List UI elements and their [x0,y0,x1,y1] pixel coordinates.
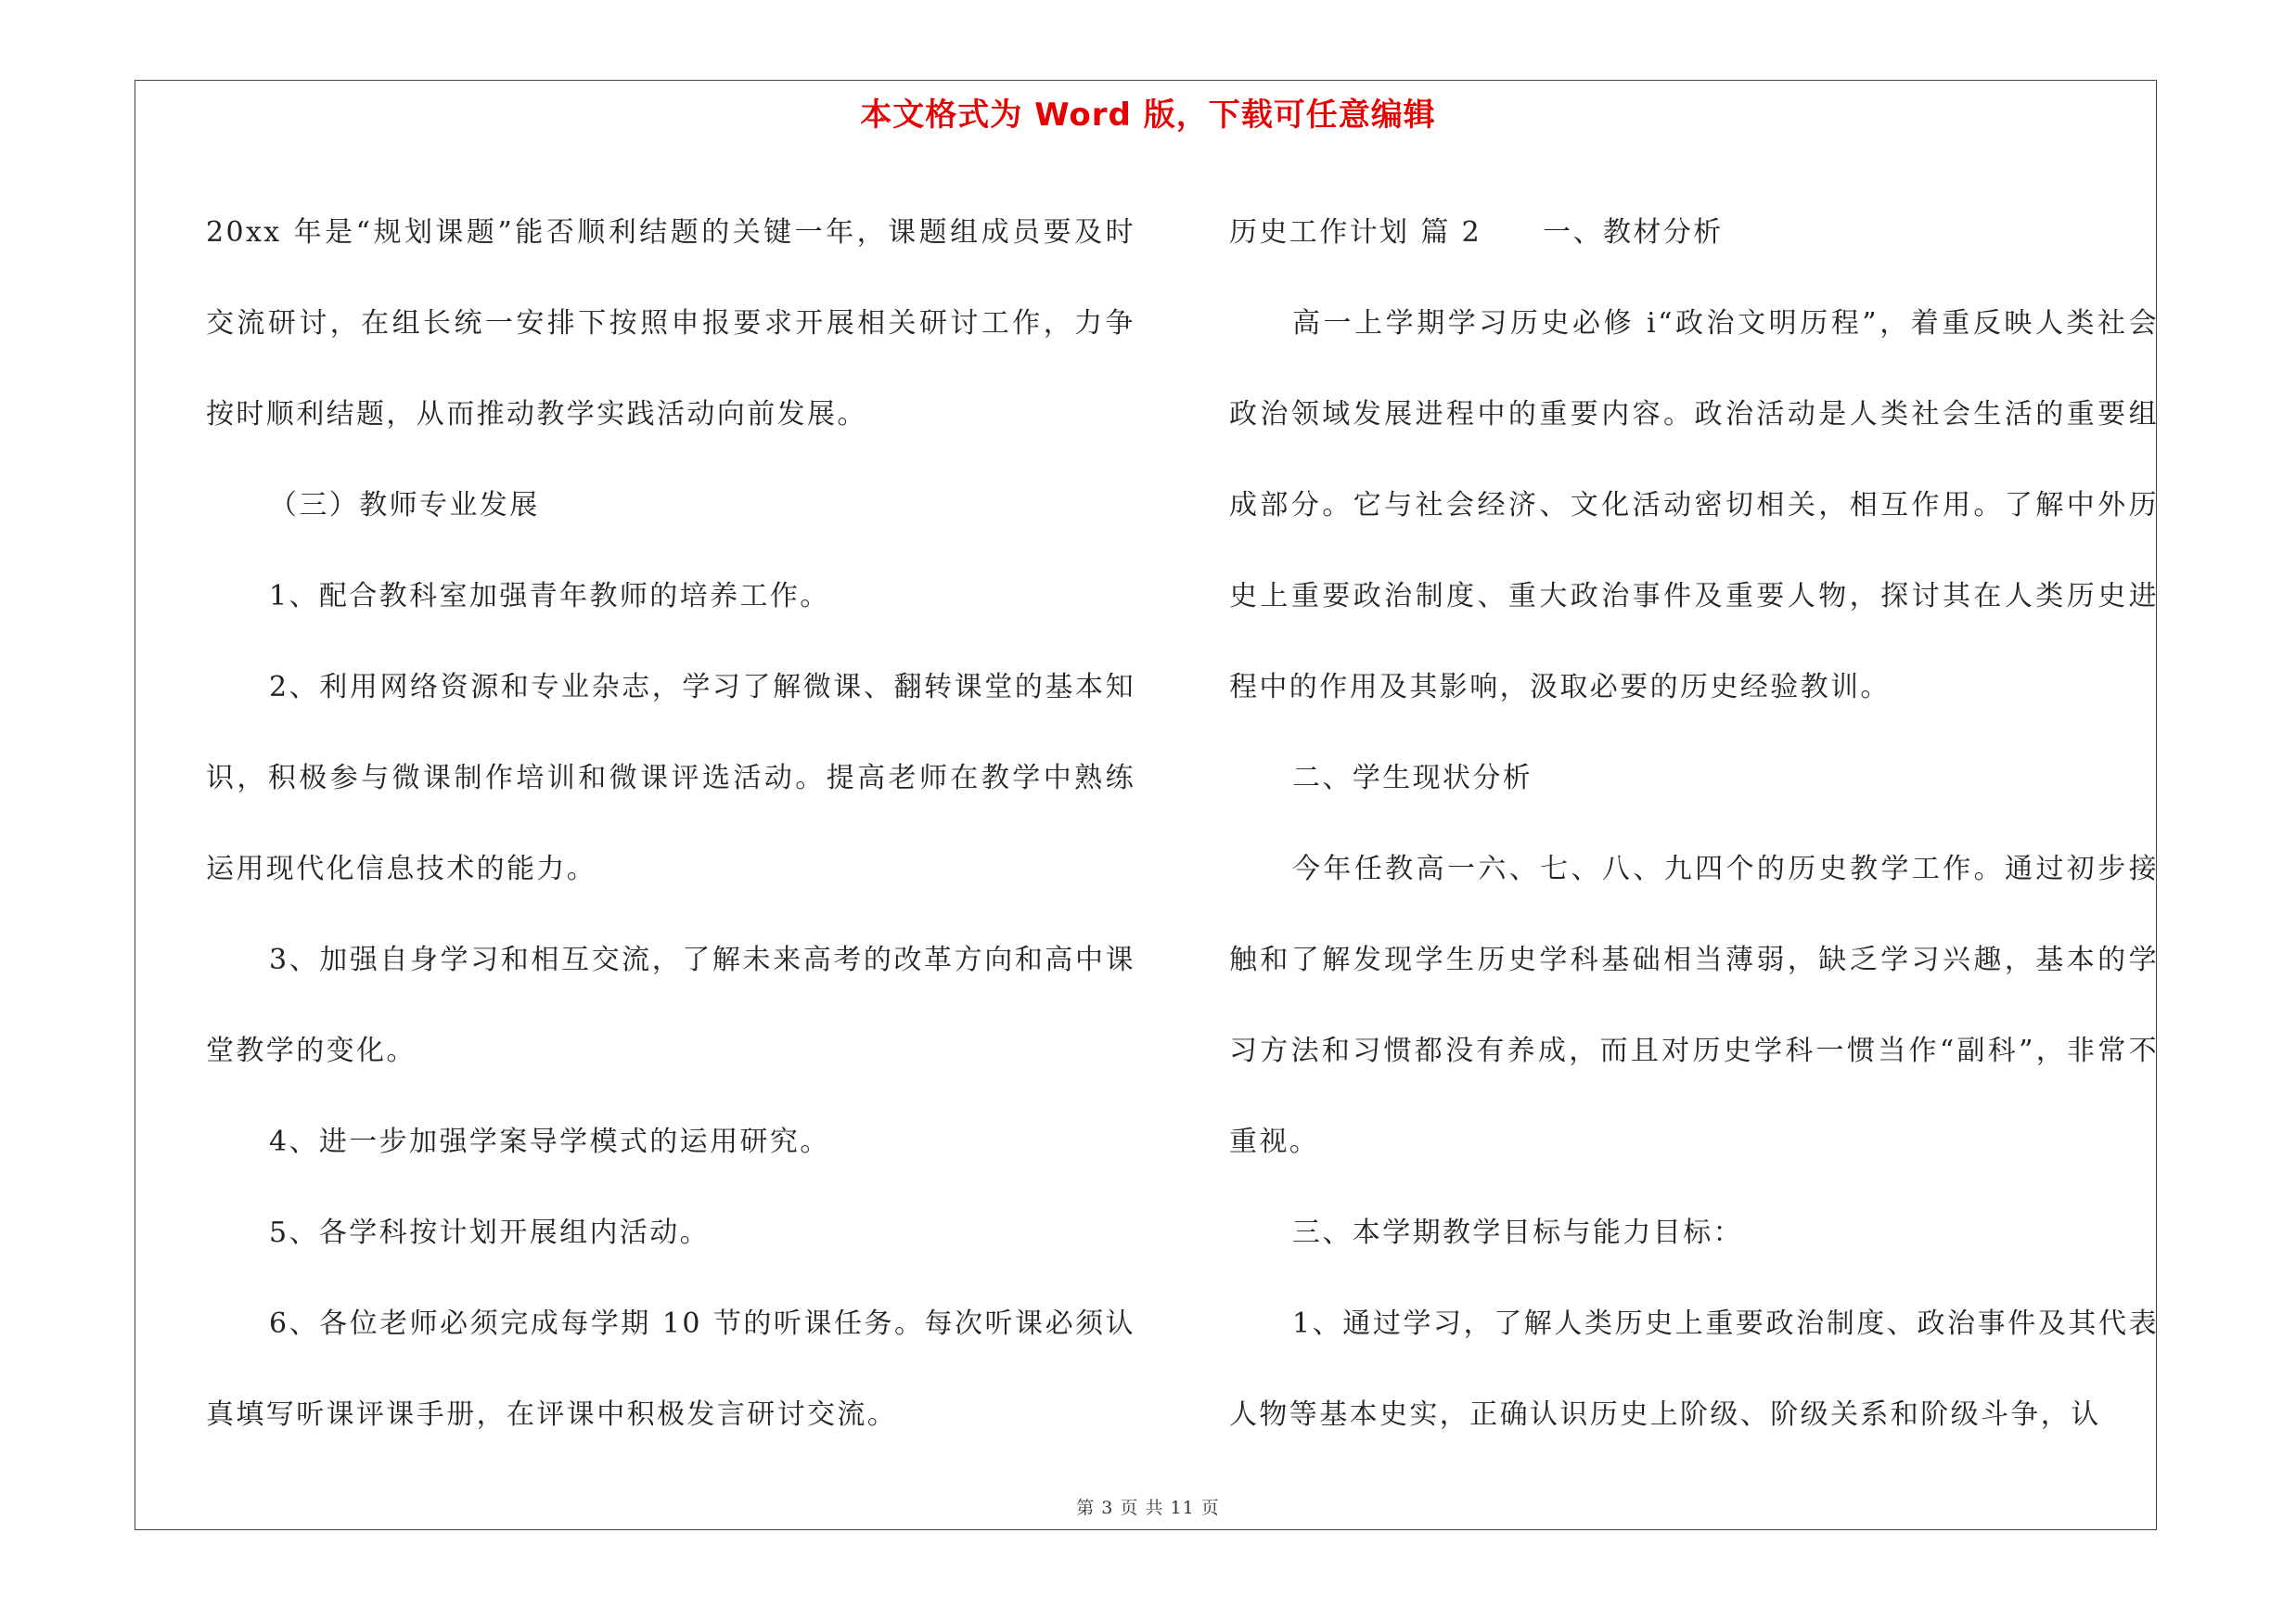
paragraph: 20xx 年是“规划课题”能否顺利结题的关键一年，课题组成员要及时交流研讨，在组长统一安排下按照申报要求开展相关研讨工作，力争按时顺利结题，从而推动教学实践活动向前发展。 [206,216,1135,431]
paragraph: 4、进一步加强学案导学模式的运用研究。 [269,1126,830,1158]
right-column [1229,187,2159,1461]
page-number-footer: 第 3 页 共 11 页 [1076,1498,1220,1518]
format-notice-banner: 本文格式为 Word 版，下载可任意编辑 [860,97,1436,134]
section-heading-teacher-development: （三）教师专业发展 [269,489,540,522]
paragraph: 1、配合教科室加强青年教师的培养工作。 [269,580,830,612]
paragraph: 5、各学科按计划开展组内活动。 [269,1217,711,1249]
paragraph: 今年任教高一六、七、八、九四个的历史教学工作。通过初步接触和了解发现学生历史学科基础相当薄弱，缺乏学习兴趣，基本的学习方法和习惯都没有养成，而且对历史学科一惯当作“副科”，非常不重视。 [1229,853,2159,1158]
paragraph: 6、各位老师必须完成每学期 10 节的听课任务。每次听课必须认真填写听课评课手册，在评课中积极发言研讨交流。 [206,1307,1135,1431]
section-heading-teaching-goals: 三、本学期教学目标与能力目标： [1292,1217,1743,1249]
section-heading-textbook-analysis: 一、教材分析 [1543,216,1724,249]
paragraph: 2、利用网络资源和专业杂志，学习了解微课、翻转课堂的基本知识，积极参与微课制作培训和微课评选活动。提高老师在教学中熟练运用现代化信息技术的能力。 [206,671,1135,885]
paragraph: 3、加强自身学习和相互交流，了解未来高考的改革方向和高中课堂教学的变化。 [206,944,1135,1067]
plan-title: 历史工作计划 篇 2 [1229,216,1482,249]
left-column [206,187,1135,1461]
plan-heading [1229,187,2159,278]
paragraph: 高一上学期学习历史必修 i“政治文明历程”，着重反映人类社会政治领域发展进程中的重要内容。政治活动是人类社会生活的重要组成部分。它与社会经济、文化活动密切相关，相互作用。了解中外历史上重要政治制度、重大政治事件及重要人物，探讨其在人类历史进程中的作用及其影响，汲取必要的历史经验教训。 [1229,307,2159,703]
paragraph: 1、通过学习，了解人类历史上重要政治制度、政治事件及其代表人物等基本史实，正确认识历史上阶级、阶级关系和阶级斗争，认 [1229,1307,2159,1431]
section-heading-student-analysis: 二、学生现状分析 [1292,762,1533,794]
